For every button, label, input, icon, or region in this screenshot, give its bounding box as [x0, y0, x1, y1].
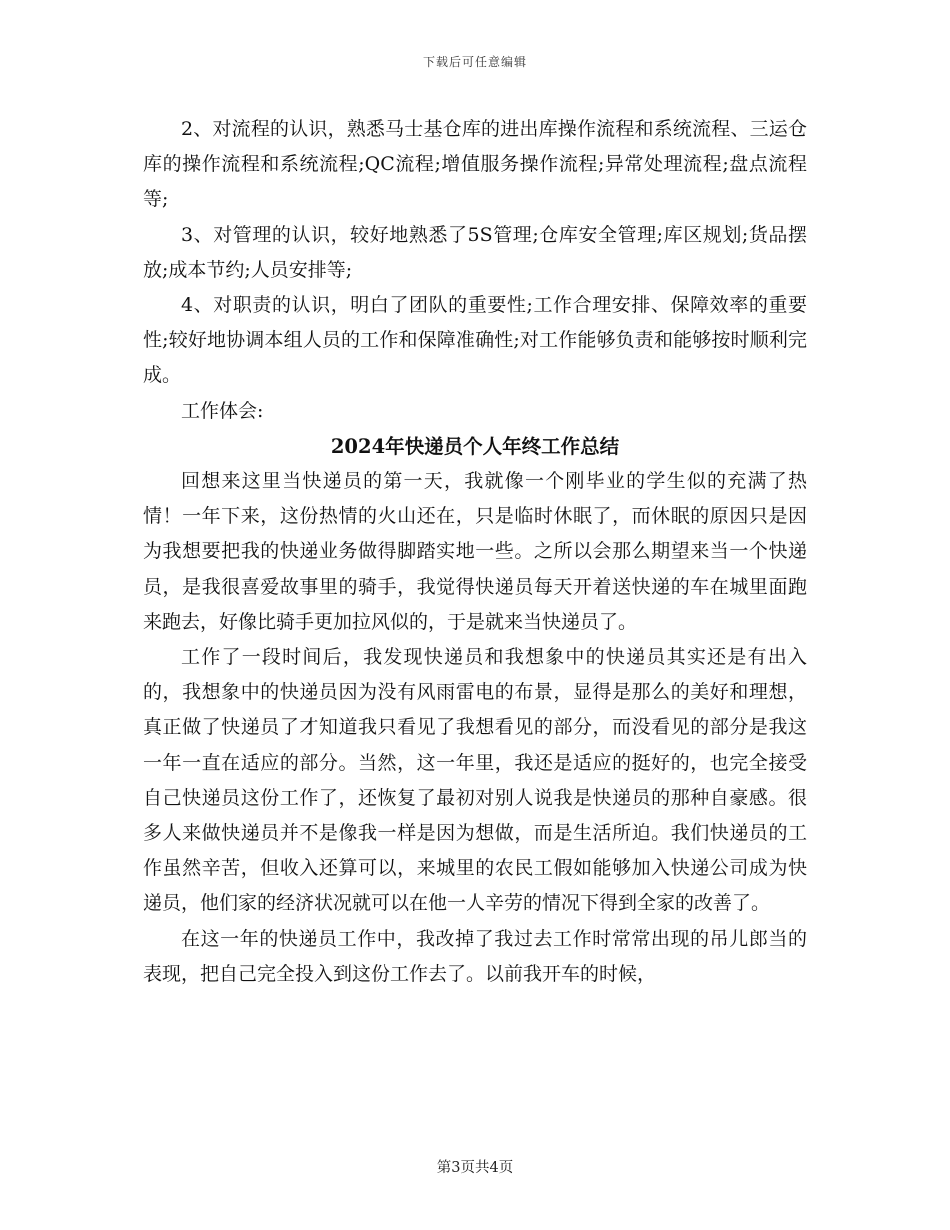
paragraph-after-working: 工作了一段时间后，我发现快递员和我想象中的快递员其实还是有出入的，我想象中的快递员因为没有风雨雷电的布景，显得是那么的美好和理想，真正做了快递员了才知道我只看见了我想看见的部分，而没看见的部分是我这一年一直在适应的部分。当然，这一年里，我还是适应的挺好的，也完全接受自己快递员这份工作了，还恢复了最初对别人说我是快递员的那种自豪感。很多人来做快递员并不是像我一样是因为想做，而是生活所迫。我们快递员的工作虽然辛苦，但收入还算可以，来城里的农民工假如能够加入快递公司成为快递员，他们家的经济状况就可以在他一人辛劳的情况下得到全家的改善了。	[143, 646, 807, 915]
paragraph-work-experience-heading: 工作体会:	[181, 399, 264, 422]
paragraph-process-awareness: 2、对流程的认识，熟悉马士基仓库的进出库操作流程和系统流程、三运仓库的操作流程和系统流程;QC流程;增值服务操作流程;异常处理流程;盘点流程等;	[143, 118, 807, 211]
paragraph-management-awareness: 3、对管理的认识，较好地熟悉了5S管理;仓库安全管理;库区规划;货品摆放;成本节约;人员安排等;	[143, 223, 807, 281]
page-header: 下载后可任意编辑	[422, 55, 527, 69]
paragraph-duty-awareness: 4、对职责的认识，明白了团队的重要性;工作合理安排、保障效率的重要性;较好地协调本组人员的工作和保障准确性;对工作能够负责和能够按时顺利完成。	[143, 294, 807, 387]
paragraph-first-day: 回想来这里当快递员的第一天，我就像一个刚毕业的学生似的充满了热情！一年下来，这份热情的火山还在，只是临时休眠了，而休眠的原因只是因为我想要把我的快递业务做得脚踏实地一些。之所以会那么期望来当一个快递员，是我很喜爱故事里的骑手，我觉得快递员每天开着送快递的车在城里面跑来跑去，好像比骑手更加拉风似的，于是就来当快递员了。	[143, 470, 807, 633]
document-title: 2024年快递员个人年终工作总结	[330, 434, 620, 458]
document-body	[143, 112, 807, 992]
page-footer: 第3页共4页	[436, 1160, 514, 1176]
paragraph-this-year: 在这一年的快递员工作中，我改掉了我过去工作时常常出现的吊儿郎当的表现，把自己完全投入到这份工作去了。以前我开车的时候，	[143, 927, 807, 985]
